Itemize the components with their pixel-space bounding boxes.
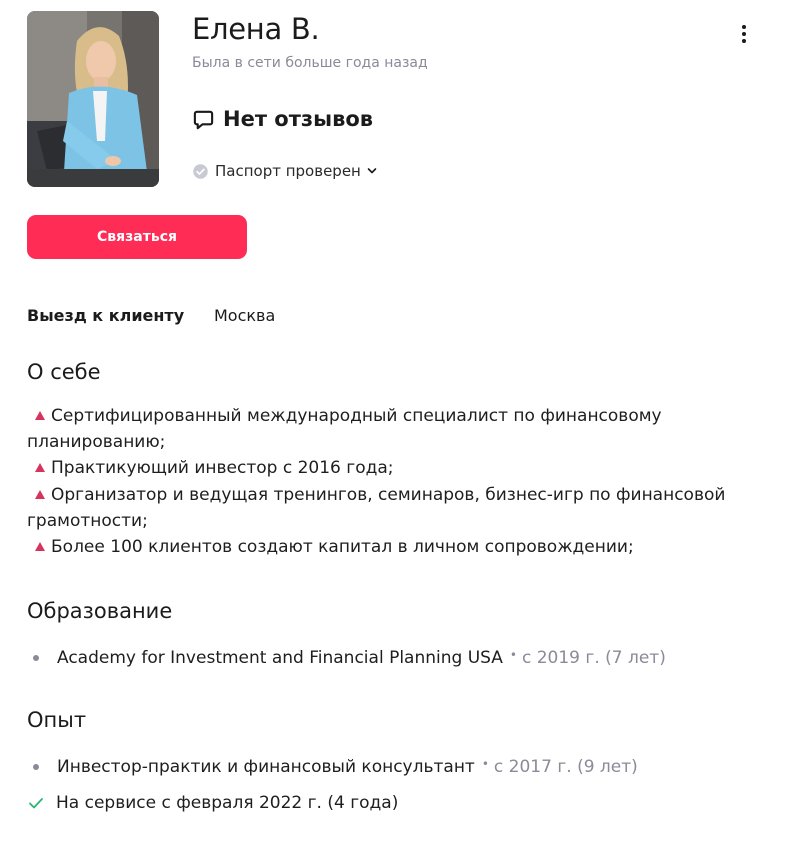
passport-text: Паспорт проверен (215, 162, 361, 180)
about-line-text: грамотности; (27, 510, 148, 531)
triangle-bullet-icon (35, 463, 45, 472)
triangle-bullet-icon (35, 542, 45, 551)
profile-photo[interactable] (27, 11, 159, 187)
about-title: О себе (27, 360, 101, 384)
passport-verified[interactable] (192, 162, 377, 180)
about-line-text: Более 100 клиентов создают капитал в личном сопровождении; (51, 537, 634, 558)
about-line (27, 508, 727, 534)
profile-photo-image (27, 11, 159, 187)
verified-badge-icon (192, 163, 209, 180)
more-dot (742, 32, 746, 36)
about-line (27, 534, 727, 560)
bullet-dot-icon (33, 655, 39, 661)
education-name: Academy for Investment and Financial Planning USA (57, 648, 503, 668)
profile-name: Елена В. (192, 12, 320, 46)
more-dot (742, 39, 746, 43)
separator-dot: • (481, 757, 489, 771)
contact-button[interactable]: Связаться (27, 215, 247, 259)
reviews-text: Нет отзывов (223, 107, 374, 131)
chevron-down-icon (367, 166, 377, 176)
separator-dot: • (509, 648, 517, 662)
more-vertical-icon[interactable] (732, 22, 756, 46)
experience-period: с 2017 г. (9 лет) (493, 757, 638, 777)
about-line (27, 429, 727, 455)
service-duration (27, 793, 398, 813)
about-line (27, 482, 727, 508)
experience-title: Опыт (27, 708, 87, 732)
reviews-summary (192, 107, 373, 131)
about-line-text: Практикующий инвестор с 2016 года; (51, 458, 394, 479)
about-line (27, 403, 727, 429)
service-text: На сервисе с февраля 2022 г. (4 года) (56, 793, 399, 813)
education-period: с 2019 г. (7 лет) (521, 648, 666, 668)
about-text (27, 403, 727, 560)
experience-name: Инвестор-практик и финансовый консультант (57, 757, 475, 777)
about-line-text: Организатор и ведущая тренингов, семинаров, бизнес-игр по финансовой (51, 484, 726, 505)
more-dot (742, 25, 746, 29)
about-line (27, 455, 727, 481)
triangle-bullet-icon (35, 490, 45, 499)
education-item (27, 648, 666, 668)
visit-label: Выезд к клиенту (27, 306, 185, 325)
bullet-dot-icon (33, 764, 39, 770)
experience-item (27, 757, 638, 777)
triangle-bullet-icon (35, 411, 45, 420)
speech-bubble-icon (192, 108, 215, 131)
visit-city: Москва (214, 306, 276, 325)
about-line-text: Сертифицированный международный специалист по финансовому (51, 406, 662, 426)
education-title: Образование (27, 599, 173, 623)
check-icon (27, 794, 45, 812)
last-seen-status: Была в сети больше года назад (192, 55, 428, 71)
about-line-text: планированию; (27, 432, 166, 453)
